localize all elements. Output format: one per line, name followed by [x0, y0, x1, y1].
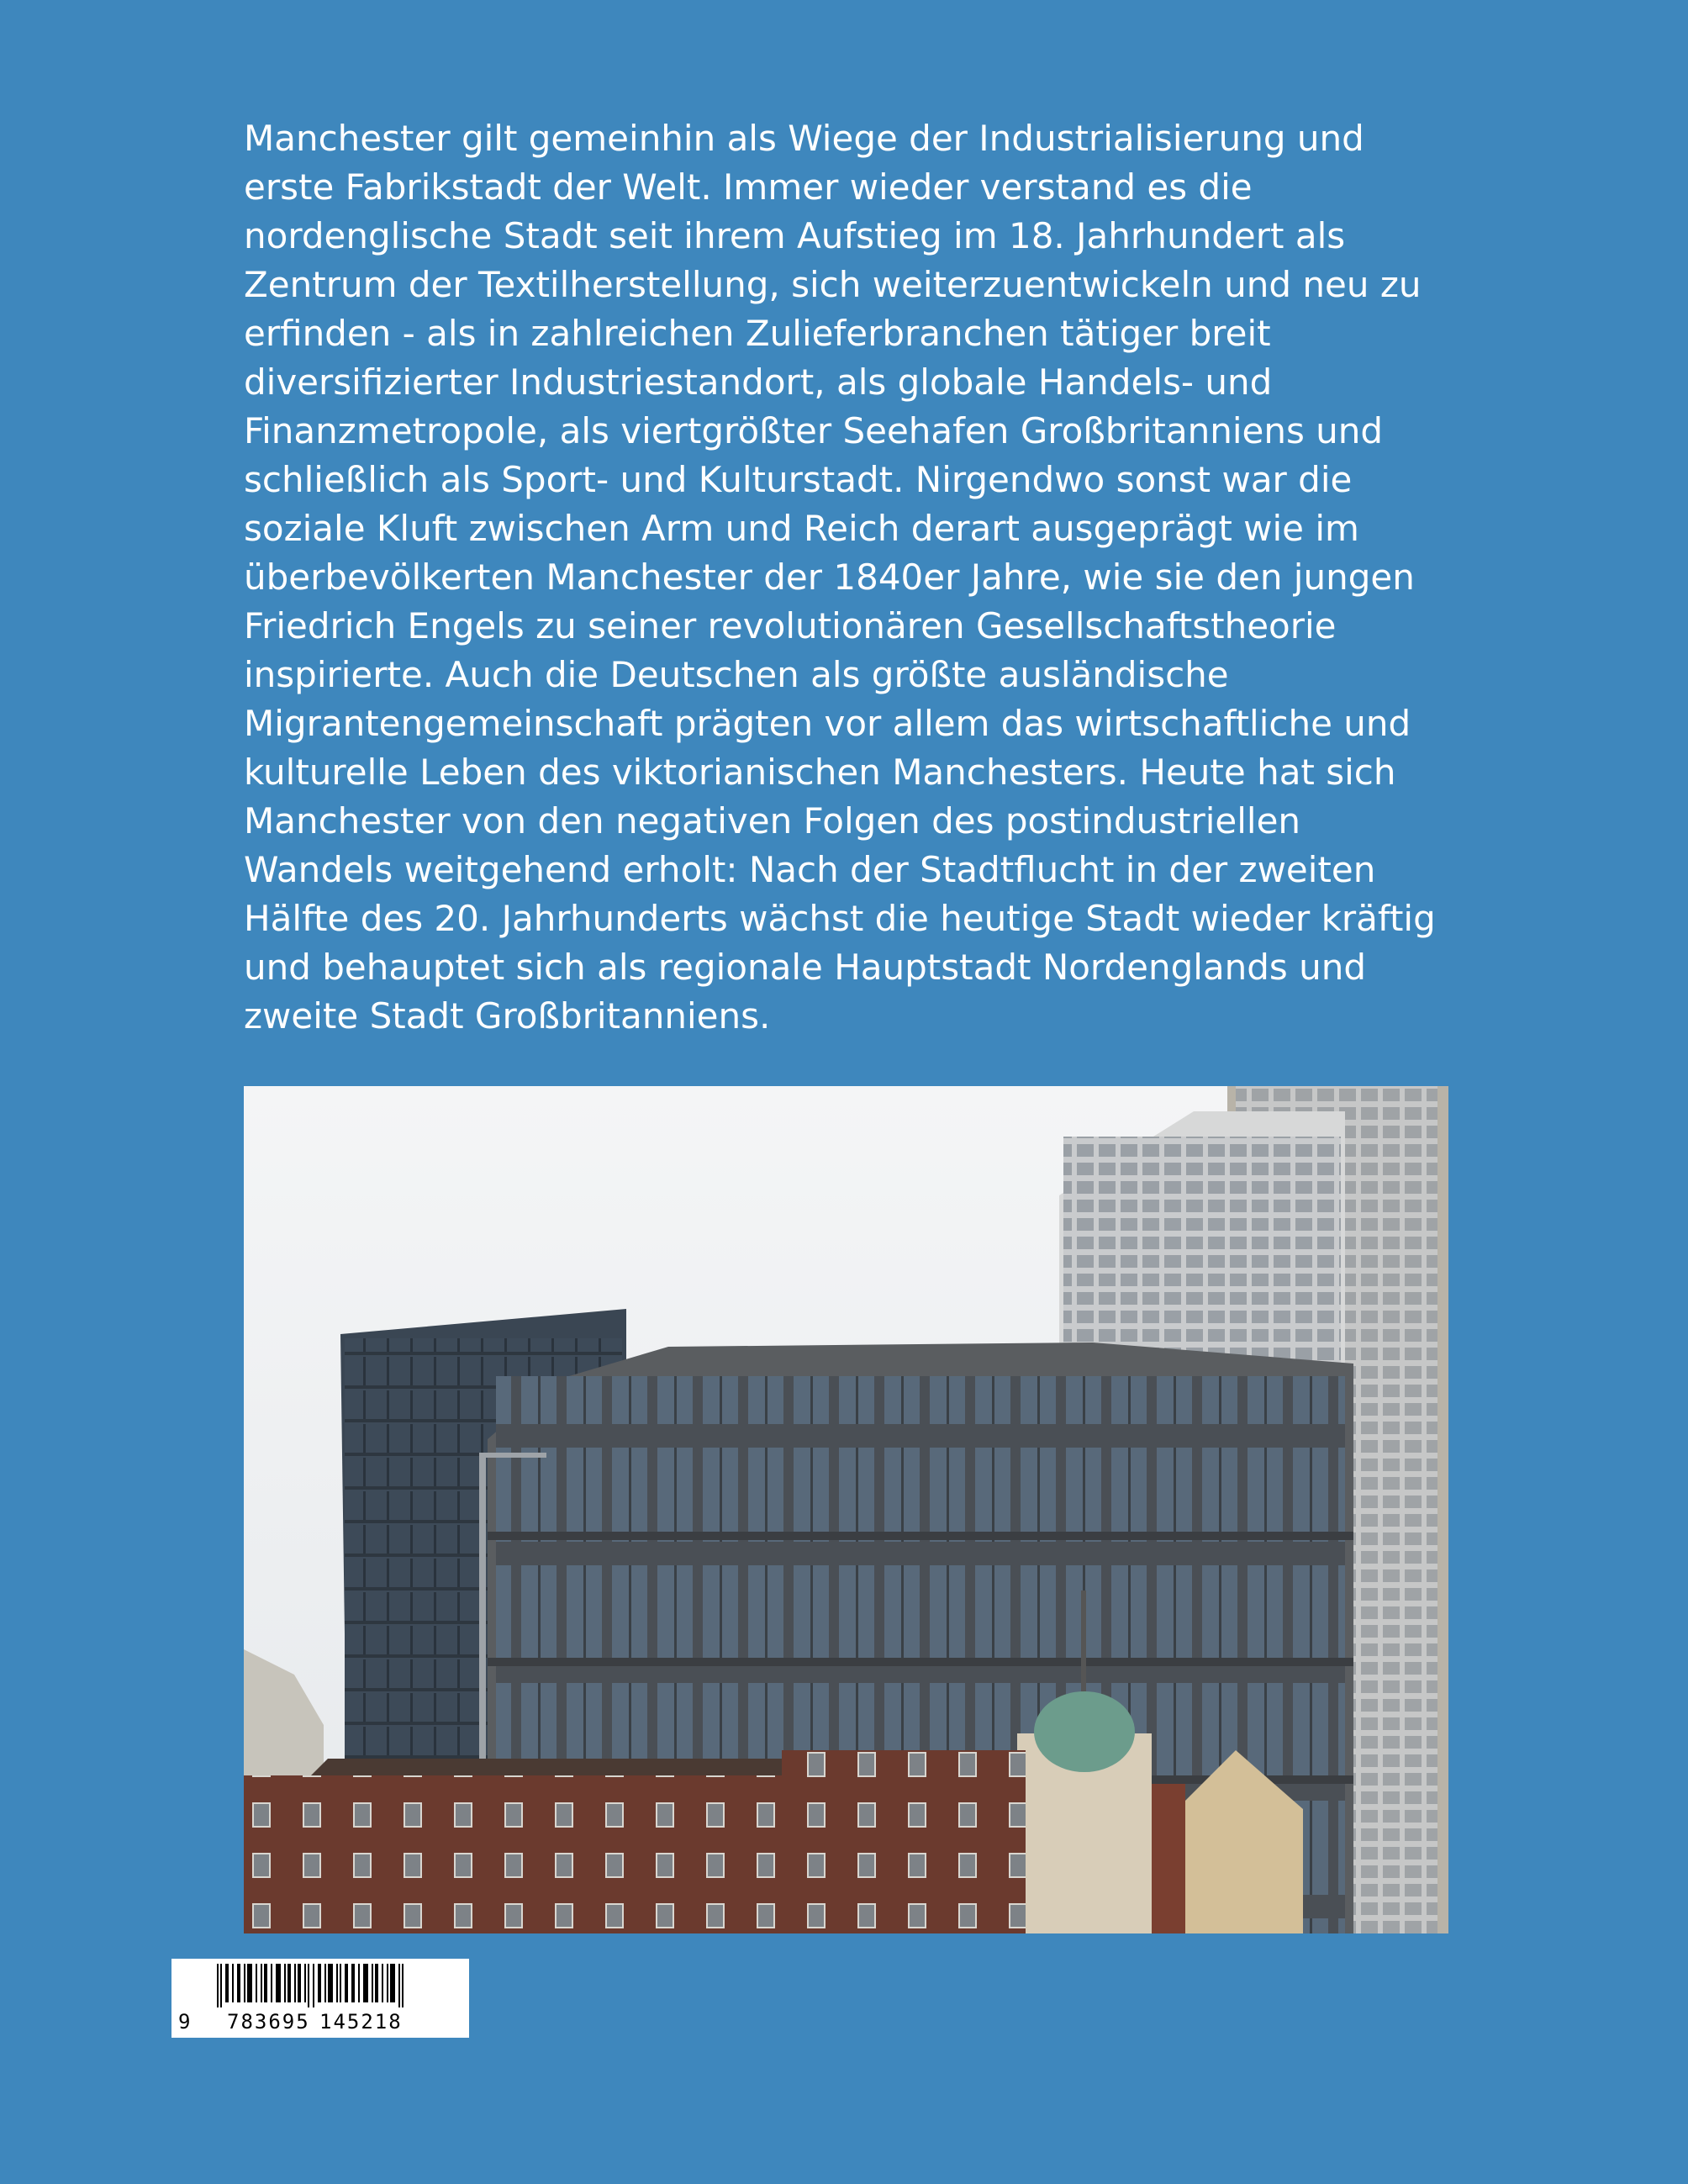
blurb-line: inspirierte. Auch die Deutschen als größte ausländische	[244, 654, 1229, 695]
blurb-line: Hälfte des 20. Jahrhunderts wächst die heutige Stadt wieder kräftig	[244, 898, 1436, 939]
blurb-line: diversifizierter Industriestandort, als globale Handels- und	[244, 361, 1273, 403]
blurb-line: Migrantengemeinschaft prägten vor allem das wirtschaftliche und	[244, 703, 1411, 744]
isbn-barcode	[171, 1959, 469, 2038]
blurb-line: schließlich als Sport- und Kulturstadt. Nirgendwo sonst war die	[244, 459, 1353, 500]
blurb-line: und behauptet sich als regionale Hauptstadt Nordenglands und	[244, 947, 1367, 988]
city-skyline-photo	[244, 1086, 1448, 1933]
blurb-line: zweite Stadt Großbritanniens.	[244, 995, 771, 1037]
barcode-digit-first: 9	[178, 2010, 193, 2034]
blurb-line: Zentrum der Textilherstellung, sich weiterzuentwickeln und neu zu	[244, 264, 1422, 305]
blurb-line: Finanzmetropole, als viertgrößter Seehafen Großbritanniens und	[244, 410, 1384, 451]
blurb-line: kulturelle Leben des viktorianischen Manchesters. Heute hat sich	[244, 752, 1396, 793]
blurb-line: erfinden - als in zahlreichen Zulieferbranchen tätiger breit	[244, 313, 1271, 354]
back-cover-blurb	[244, 114, 1454, 1041]
blurb-line: Wandels weitgehend erholt: Nach der Stadtflucht in der zweiten	[244, 849, 1376, 890]
blurb-line: erste Fabrikstadt der Welt. Immer wieder verstand es die	[244, 166, 1253, 208]
blurb-line: überbevölkerten Manchester der 1840er Jahre, wie sie den jungen	[244, 557, 1415, 598]
skyline-illustration	[244, 1086, 1448, 1933]
blurb-line: Manchester gilt gemeinhin als Wiege der Industrialisierung und	[244, 118, 1364, 159]
blurb-line: soziale Kluft zwischen Arm und Reich derart ausgeprägt wie im	[244, 508, 1359, 549]
blurb-line: Manchester von den negativen Folgen des postindustriellen	[244, 800, 1301, 841]
blurb-line: Friedrich Engels zu seiner revolutionären Gesellschaftstheorie	[244, 605, 1337, 646]
barcode-digits-right: 145218	[319, 2010, 403, 2034]
barcode-digits-left: 783695	[227, 2010, 310, 2034]
blurb-line: nordenglische Stadt seit ihrem Aufstieg im 18. Jahrhundert als	[244, 215, 1346, 256]
